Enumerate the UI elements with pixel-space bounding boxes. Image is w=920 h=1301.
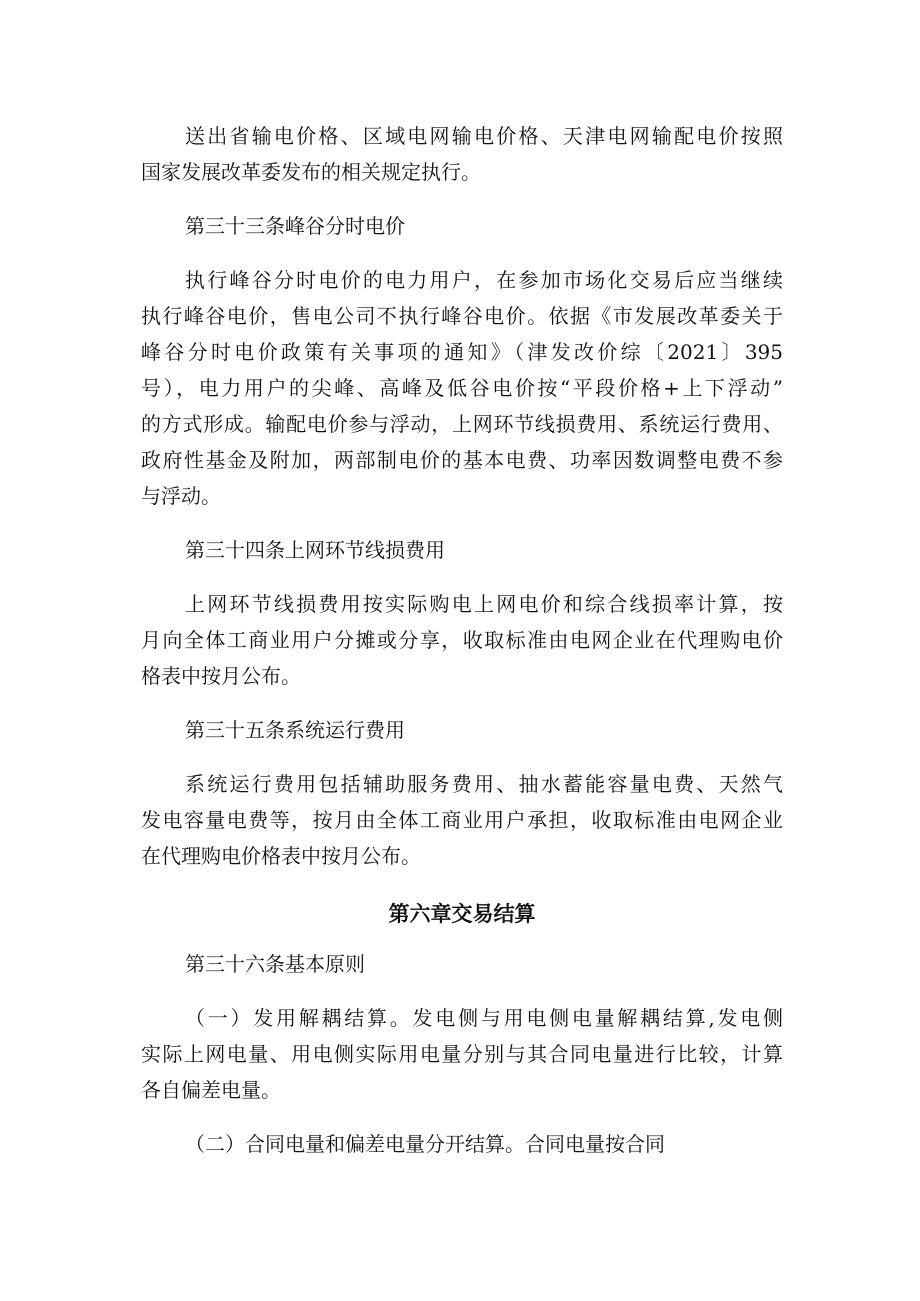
article-heading-33: 第三十三条峰谷分时电价 <box>185 214 405 238</box>
text-line: 格表中按月公布。 <box>141 664 301 688</box>
text-line: 峰谷分时电价政策有关事项的通知》（津发改价综〔2021〕395 <box>141 340 783 364</box>
text-line: 执行峰谷电价，售电公司不执行峰谷电价。依据《市发展改革委关于 <box>141 304 783 328</box>
text-line: 各自偏差电量。 <box>141 1078 281 1102</box>
text-line: 的方式形成。输配电价参与浮动，上网环节线损费用、系统运行费用、 <box>141 412 783 436</box>
article-heading-36: 第三十六条基本原则 <box>185 952 365 976</box>
text-line: 月向全体工商业用户分摊或分享，收取标准由电网企业在代理购电价 <box>141 628 783 652</box>
paragraph-contract-deviation <box>141 1126 783 1162</box>
text-line: 发电容量电费等，按月由全体工商业用户承担，收取标准由电网企业 <box>141 808 783 832</box>
text-line: （二）合同电量和偏差电量分开结算。合同电量按合同 <box>185 1132 665 1156</box>
text-line: 执行峰谷分时电价的电力用户，在参加市场化交易后应当继续 <box>185 268 783 292</box>
paragraph-decoupled-settlement <box>141 1000 783 1108</box>
document-page <box>141 118 783 1180</box>
text-line: 政府性基金及附加，两部制电价的基本电费、功率因数调整电费不参 <box>141 448 783 472</box>
text-line: 实际上网电量、用电侧实际用电量分别与其合同电量进行比较，计算 <box>141 1042 783 1066</box>
paragraph-system-operation <box>141 766 783 874</box>
text-line: 号），电力用户的尖峰、高峰及低谷电价按“平段价格+上下浮动” <box>141 376 783 400</box>
text-line: 国家发展改革委发布的相关规定执行。 <box>141 160 481 184</box>
paragraph-transmission-price <box>141 118 783 190</box>
article-heading-35: 第三十五条系统运行费用 <box>185 718 405 742</box>
text-line: （一）发用解耦结算。发电侧与用电侧电量解耦结算,发电侧 <box>185 1006 783 1030</box>
text-line: 在代理购电价格表中按月公布。 <box>141 844 421 868</box>
paragraph-peak-valley <box>141 262 783 514</box>
paragraph-line-loss <box>141 586 783 694</box>
text-line: 上网环节线损费用按实际购电上网电价和综合线损率计算，按 <box>185 592 783 616</box>
text-line: 送出省输电价格、区域电网输电价格、天津电网输配电价按照 <box>185 124 783 148</box>
text-line: 系统运行费用包括辅助服务费用、抽水蓄能容量电费、天然气 <box>185 772 783 796</box>
text-line: 与浮动。 <box>141 484 221 508</box>
article-heading-34: 第三十四条上网环节线损费用 <box>185 538 445 562</box>
chapter-heading: 第六章交易结算 <box>388 902 536 926</box>
